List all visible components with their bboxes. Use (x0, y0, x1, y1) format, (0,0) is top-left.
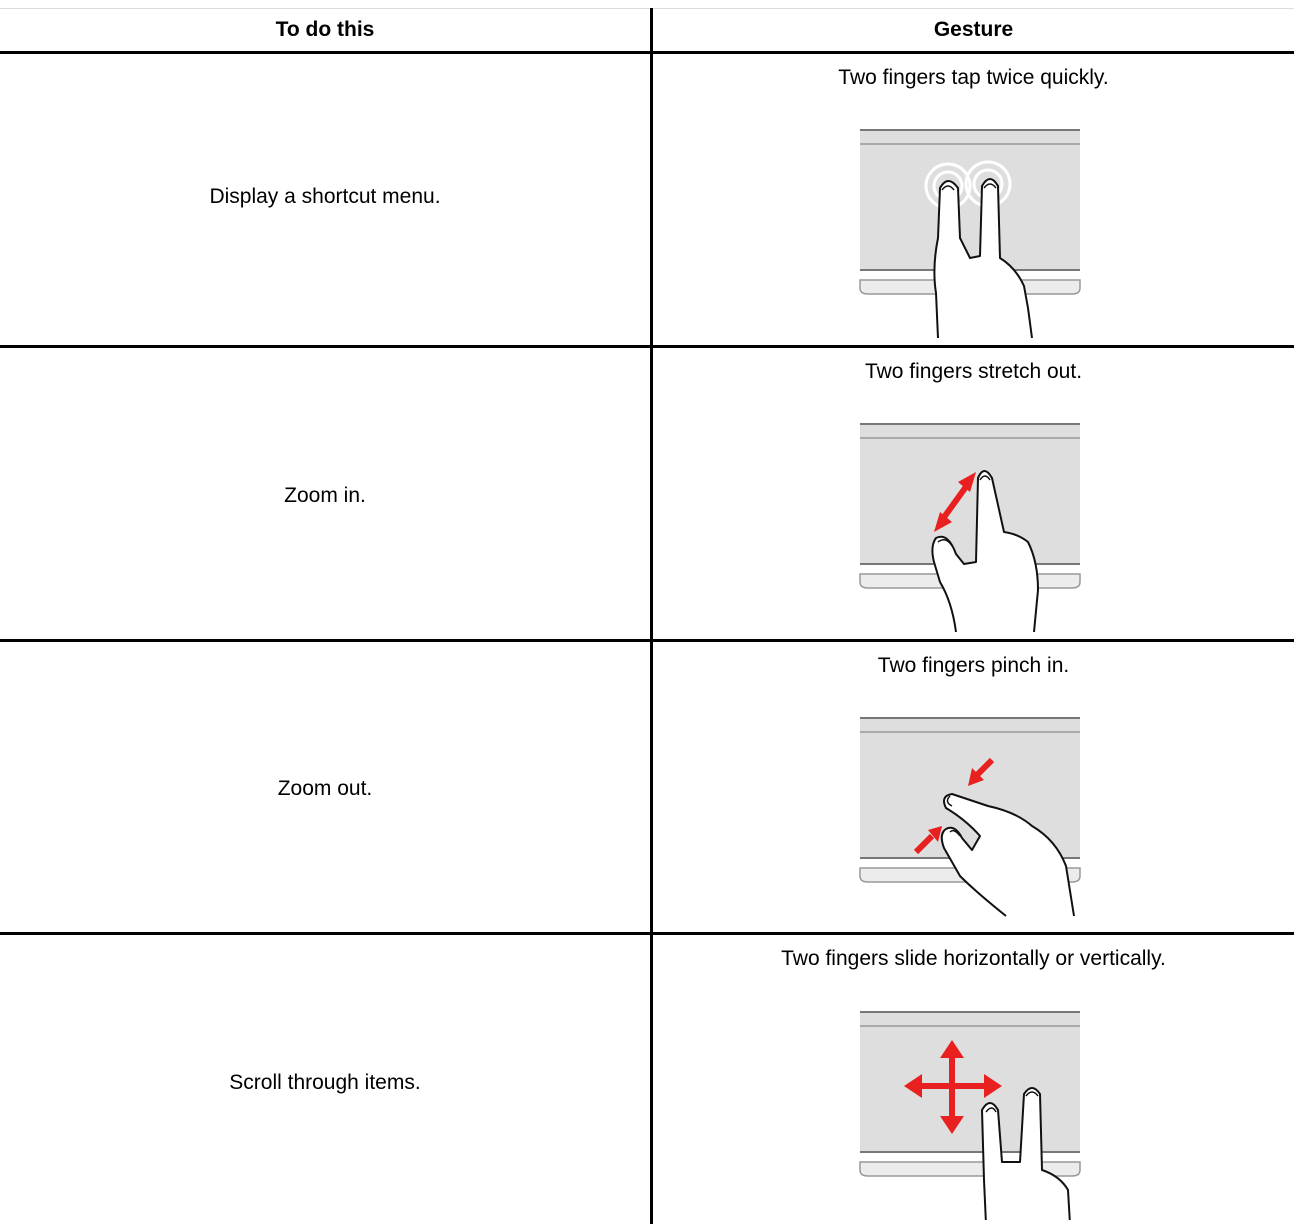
two-finger-stretch-icon (856, 422, 1084, 632)
row-rule (0, 932, 1294, 935)
gesture-text: Two fingers pinch in. (877, 654, 1070, 677)
action-text: Zoom out. (277, 777, 373, 800)
row-rule (0, 345, 1294, 348)
action-text: Display a shortcut menu. (209, 185, 441, 208)
row-rule (0, 639, 1294, 642)
two-finger-pinch-icon (856, 716, 1084, 926)
two-finger-double-tap-icon (856, 128, 1084, 338)
two-finger-scroll-icon (856, 1010, 1084, 1220)
gesture-text: Two fingers slide horizontally or vertically. (781, 947, 1166, 970)
gesture-text: Two fingers stretch out. (864, 360, 1083, 383)
action-text: Scroll through items. (229, 1071, 421, 1094)
column-divider (650, 8, 653, 1224)
gesture-text: Two fingers tap twice quickly. (838, 66, 1109, 89)
action-text: Zoom in. (284, 484, 366, 507)
header-gesture: Gesture (933, 18, 1014, 41)
header-to-do-this: To do this (275, 18, 375, 41)
header-rule (0, 51, 1294, 54)
